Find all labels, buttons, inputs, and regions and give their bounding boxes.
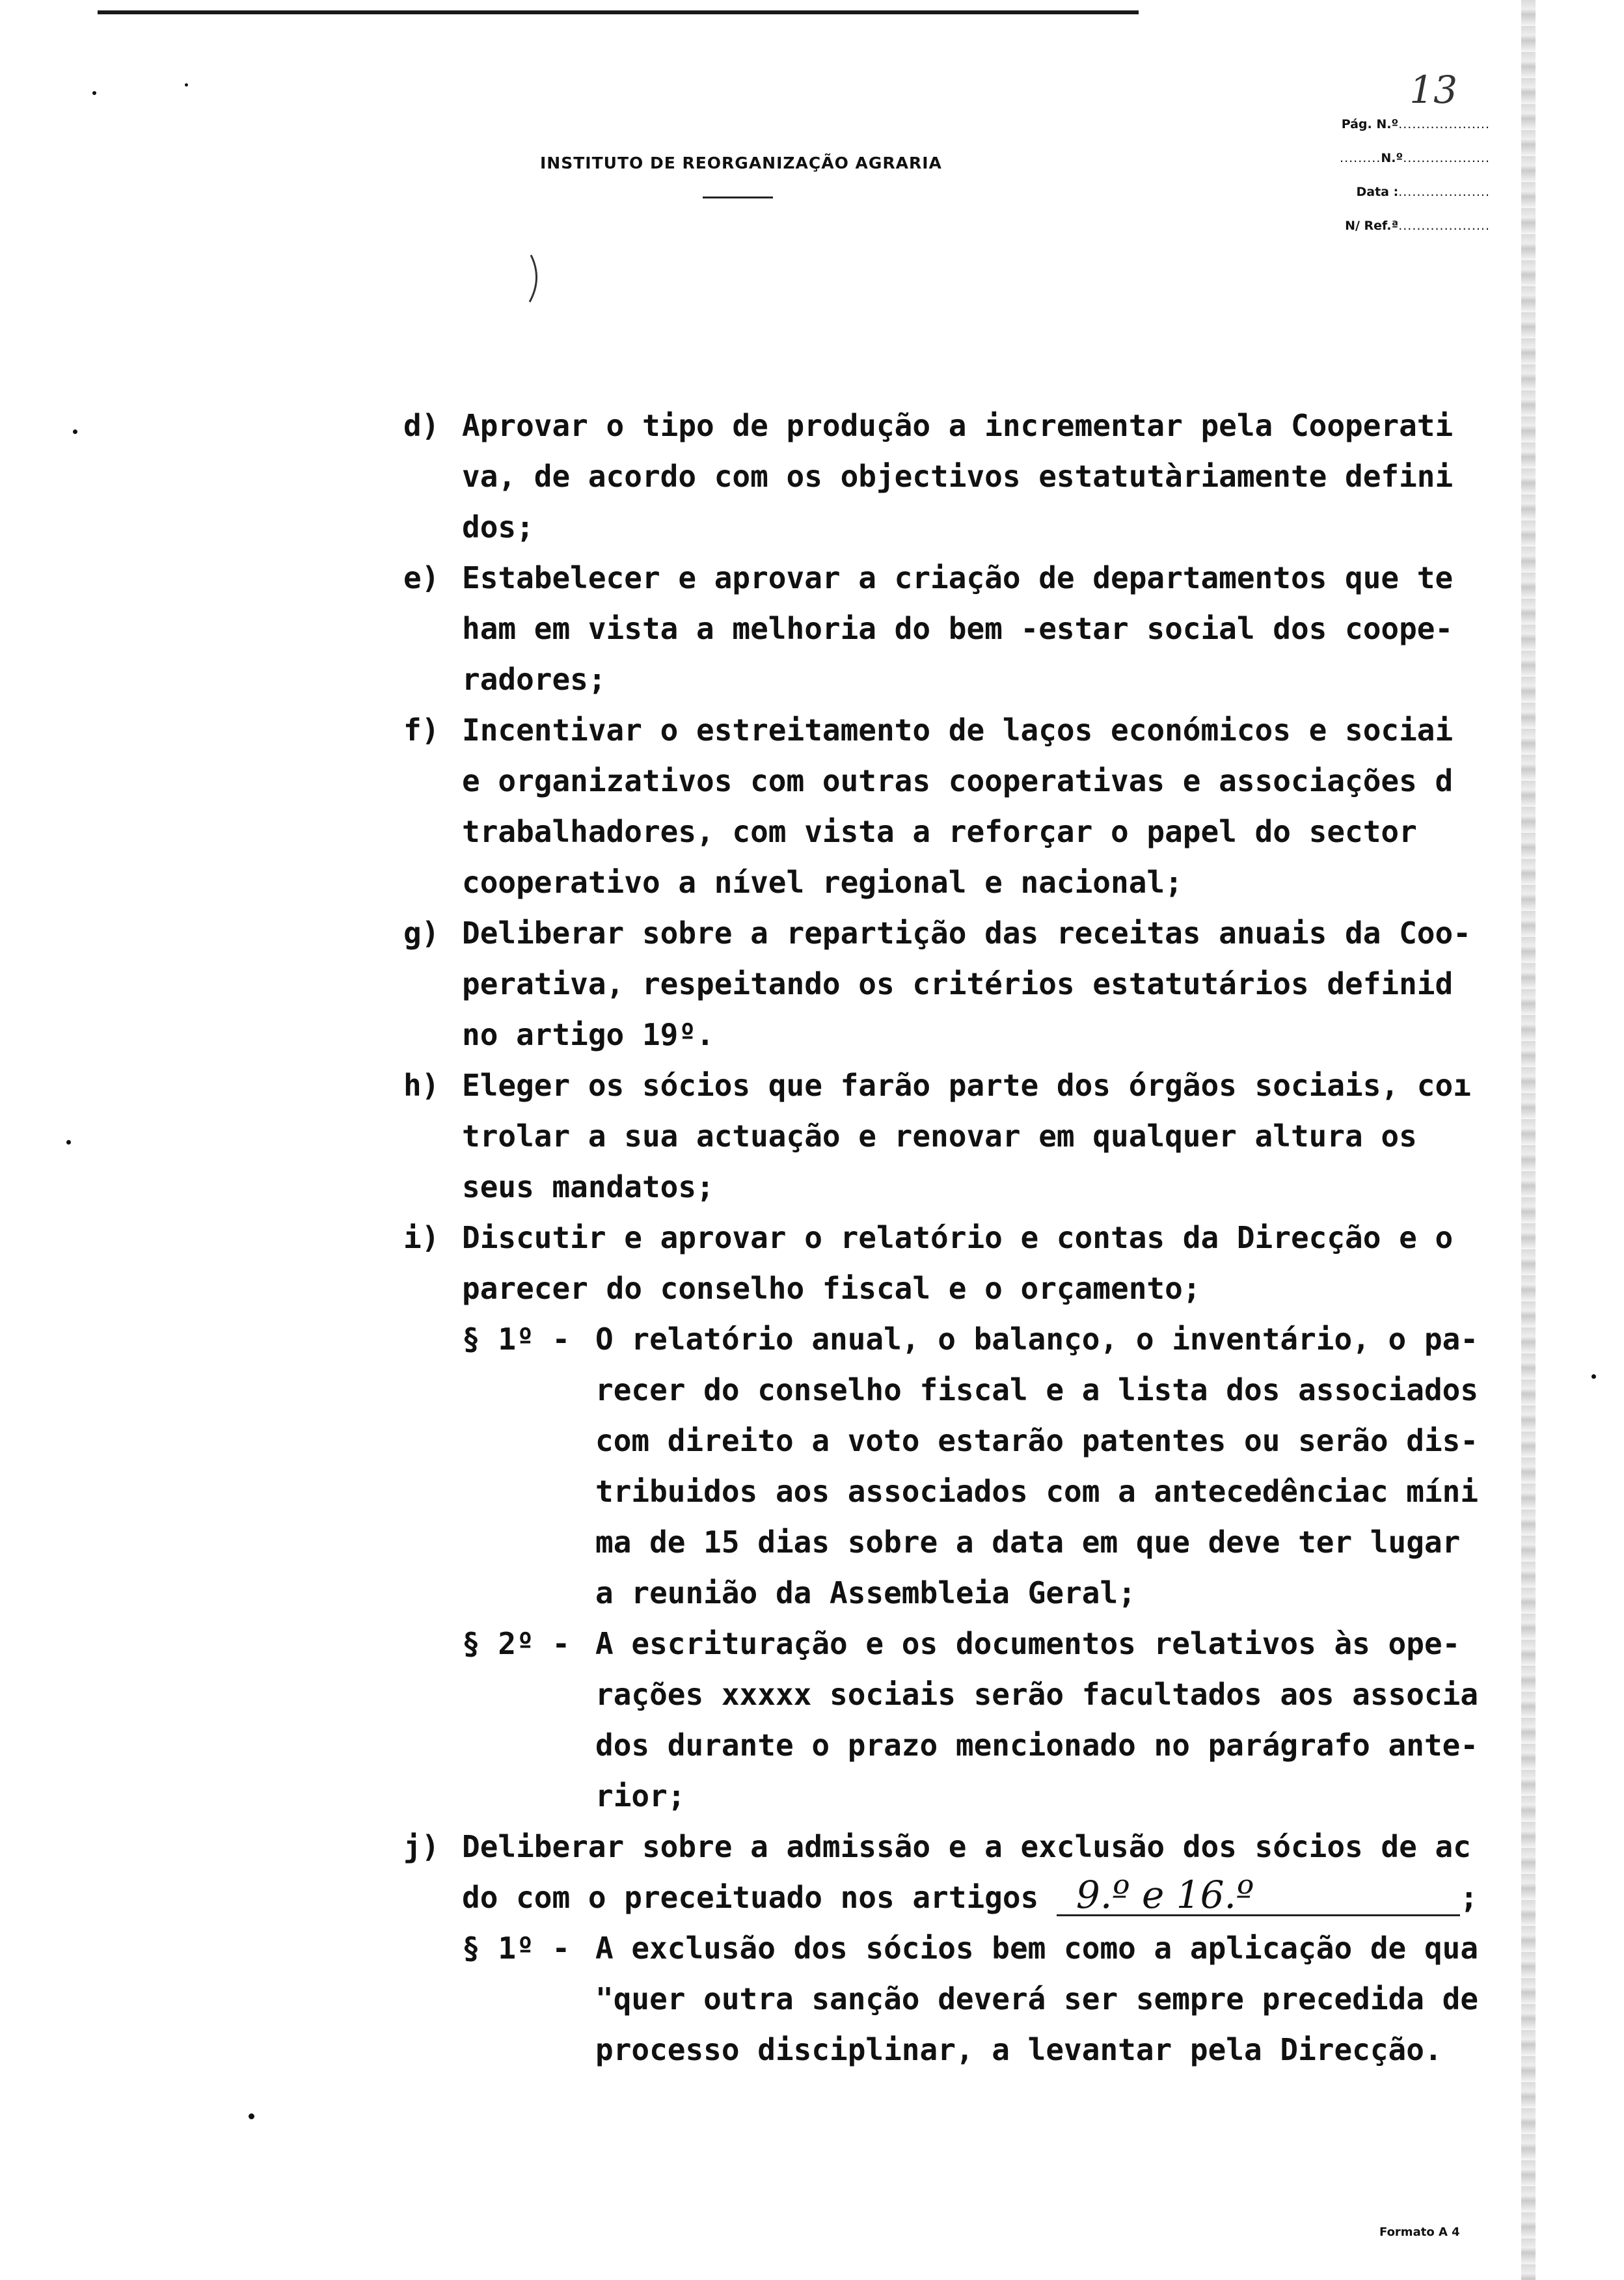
text-line: perativa, respeitando os critérios estatutários definid [462,966,1454,1001]
paragraph-marker: § 2º - [462,1626,571,1661]
ref-label: N.º [1381,151,1403,165]
ref-dots: ................... [1403,151,1490,165]
clause-e [403,552,1522,705]
clause-g [403,908,1522,1060]
clause-marker: e) [403,560,440,595]
text-line: A escrituração e os documentos relativos às ope- [595,1626,1461,1661]
text-line: A exclusão dos sócios bem como a aplicação de qua [595,1931,1479,1966]
ref-label: Pág. N.º [1341,117,1399,131]
text-line: cooperativo a nível regional e nacional; [462,865,1183,900]
ref-dots: ......... [1340,151,1381,165]
ref-dots: .................... [1398,117,1490,131]
clause-h [403,1060,1522,1212]
paragraph-marker: § 1º - [462,1322,571,1357]
scan-speck [73,429,77,434]
clause-j [403,1821,1522,1923]
text-line: no artigo 19º. [462,1017,714,1052]
clause-marker: d) [403,408,440,443]
text-line: com direito a voto estarão patentes ou serão dis- [595,1423,1479,1458]
text-line: Deliberar sobre a repartição das receitas anuais da Coo- [462,916,1471,951]
fill-prefix: do com o preceituado nos artigos [462,1880,1039,1915]
text-line: trabalhadores, com vista a reforçar o papel do sector [462,814,1417,849]
handwritten-article-numbers: 9.º e 16.º [1057,1875,1460,1916]
page-format-label: Formato A 4 [1379,2225,1460,2239]
text-line: dos durante o prazo mencionado no parágrafo ante- [595,1728,1479,1763]
clause-marker: g) [403,916,440,951]
text-line: O relatório anual, o balanço, o inventário, o pa- [595,1322,1479,1357]
text-line: processo disciplinar, a levantar pela Direcção. [595,2032,1442,2067]
ref-dots: .................... [1398,185,1490,199]
text-line: Aprovar o tipo de produção a incrementar pela Cooperati [462,408,1454,443]
ref-number [1295,131,1490,165]
text-line: Deliberar sobre a admissão e a exclusão dos sócios de ac [462,1829,1471,1864]
handwritten-page-number: 13 [1409,68,1457,112]
text-line: trolar a sua actuação e renovar em qualquer altura os [462,1119,1417,1154]
scan-speck [92,91,96,95]
text-line: Eleger os sócios que farão parte dos órgãos sociais, coı [462,1068,1471,1103]
institution-title: INSTITUTO DE REORGANIZAÇÃO AGRARIA [540,154,942,172]
text-line: "quer outra sanção deverá ser sempre precedida de [595,1981,1479,2016]
clause-f [403,705,1522,908]
handwritten-paren-mark [526,252,545,305]
text-line: e organizativos com outras cooperativas e associações d [462,763,1454,798]
text-line: radores; [462,662,606,697]
scan-edge-shadow [1521,0,1536,2280]
clause-marker: i) [403,1220,440,1255]
text-line: tribuidos aos associados com a antecedênciac míni [595,1474,1479,1509]
clause-marker: h) [403,1068,440,1103]
text-line: ham em vista a melhoria do bem -estar social dos coope- [462,611,1454,646]
text-line: rior; [595,1778,686,1813]
text-line: rações xxxxx sociais serão facultados aos associa [595,1677,1479,1712]
clause-i [403,1212,1522,1314]
ref-date [1295,165,1490,199]
document-body [403,400,1522,2075]
ref-page-number [1295,68,1490,131]
text-line: Estabelecer e aprovar a criação de departamentos que te [462,560,1454,595]
title-underline [703,197,773,198]
ref-label: Data : [1356,185,1399,199]
text-line: va, de acordo com os objectivos estatutàriamente defini [462,459,1454,494]
reference-block [1295,68,1490,233]
top-border-rule [98,10,1139,14]
text-line: parecer do conselho fiscal e o orçamento; [462,1271,1201,1306]
paragraph-i-1 [462,1314,1522,1618]
ref-dots: .................... [1398,219,1490,233]
clause-d [403,400,1522,552]
fill-suffix: ; [1459,1880,1478,1915]
fill-in-line [462,1872,1522,1923]
text-line: ma de 15 dias sobre a data em que deve ter lugar [595,1525,1461,1560]
scan-speck [66,1140,71,1145]
paragraph-marker: § 1º - [462,1931,571,1966]
scan-speck [185,83,188,87]
clause-marker: j) [403,1829,440,1864]
scan-speck [1591,1374,1596,1379]
text-line: Incentivar o estreitamento de laços económicos e sociai [462,712,1454,748]
text-line: a reunião da Assembleia Geral; [595,1575,1136,1610]
paragraph-j-1 [462,1923,1522,2075]
text-line: Discutir e aprovar o relatório e contas da Direcção e o [462,1220,1454,1255]
clause-marker: f) [403,712,440,748]
paragraph-i-2 [462,1618,1522,1821]
ref-reference [1295,199,1490,233]
text-line: recer do conselho fiscal e a lista dos associados [595,1372,1479,1407]
text-line: seus mandatos; [462,1169,714,1204]
text-line: dos; [462,509,534,545]
scan-speck [249,2113,254,2119]
ref-label: N/ Ref.ª [1345,219,1399,233]
